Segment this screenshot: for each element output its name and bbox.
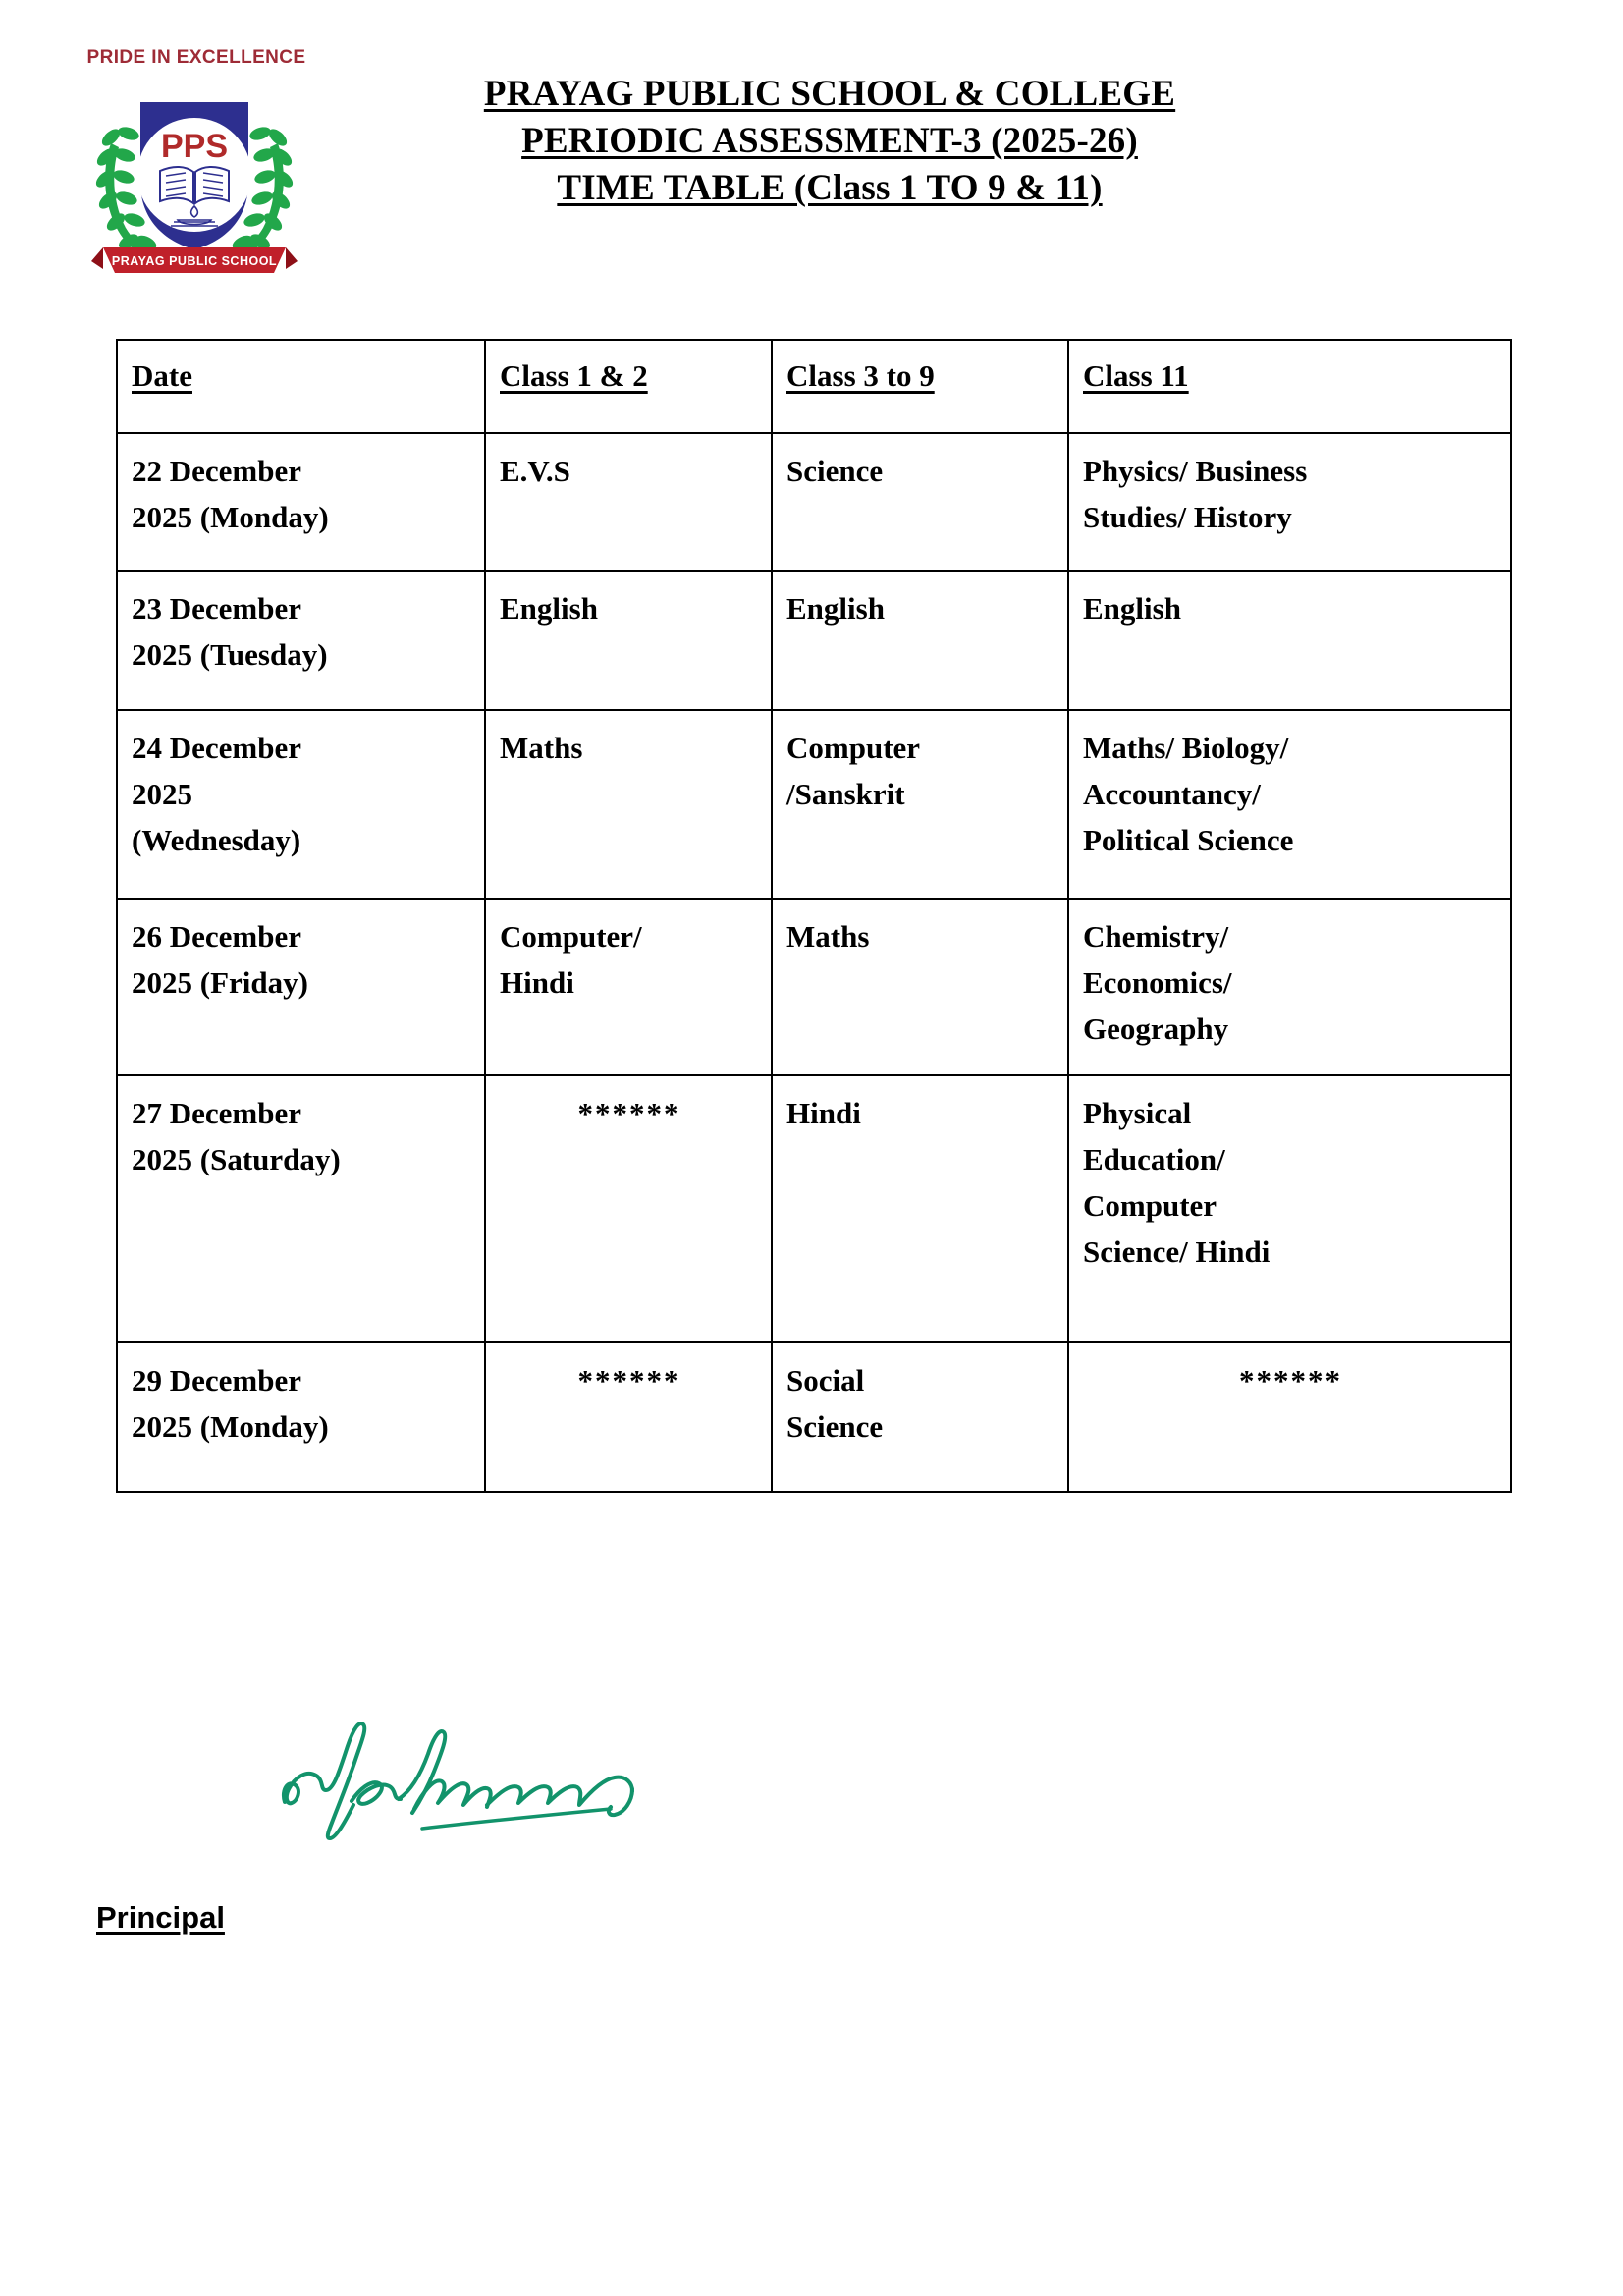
school-crest-icon <box>72 73 317 284</box>
principal-signature-image <box>265 1699 697 1846</box>
cell-class-3-9: Maths <box>772 899 1068 1075</box>
table-header-row <box>117 340 1511 433</box>
cell-date: 26 December 2025 (Friday) <box>117 899 485 1075</box>
cell-class-11: Maths/ Biology/ Accountancy/ Political Science <box>1068 710 1511 899</box>
cell-date: 23 December 2025 (Tuesday) <box>117 571 485 710</box>
table-row <box>117 571 1511 710</box>
table-row <box>117 710 1511 899</box>
cell-class-3-9: Science <box>772 433 1068 571</box>
document-title <box>324 71 1335 212</box>
cell-date: 27 December 2025 (Saturday) <box>117 1075 485 1342</box>
principal-label: Principal <box>96 1900 225 1935</box>
cell-class-1-2: Computer/ Hindi <box>485 899 772 1075</box>
cell-class-3-9: Hindi <box>772 1075 1068 1342</box>
signature-area <box>0 1689 1623 2043</box>
document-header <box>0 0 1623 324</box>
cell-class-1-2-no-exam: ****** <box>485 1075 772 1342</box>
cell-class-11: Physical Education/ Computer Science/ Hindi <box>1068 1075 1511 1342</box>
table-row <box>117 1075 1511 1342</box>
cell-class-1-2-no-exam: ****** <box>485 1342 772 1492</box>
cell-class-11-no-exam: ****** <box>1068 1342 1511 1492</box>
cell-class-11: Physics/ Business Studies/ History <box>1068 433 1511 571</box>
column-header-class-1-2: Class 1 & 2 <box>485 340 772 433</box>
table-row <box>117 1342 1511 1492</box>
svg-text:PPS: PPS <box>160 128 229 165</box>
column-header-class-3-9: Class 3 to 9 <box>772 340 1068 433</box>
svg-text:PRAYAG PUBLIC SCHOOL: PRAYAG PUBLIC SCHOOL <box>111 254 278 268</box>
cell-class-1-2: Maths <box>485 710 772 899</box>
timetable-container <box>116 339 1510 1493</box>
cell-date: 24 December 2025 (Wednesday) <box>117 710 485 899</box>
cell-class-3-9: Computer /Sanskrit <box>772 710 1068 899</box>
title-line-timetable: TIME TABLE (Class 1 TO 9 & 11) <box>557 168 1103 208</box>
title-line-school: PRAYAG PUBLIC SCHOOL & COLLEGE <box>483 74 1176 114</box>
table-row <box>117 433 1511 571</box>
cell-date: 22 December 2025 (Monday) <box>117 433 485 571</box>
cell-date: 29 December 2025 (Monday) <box>117 1342 485 1492</box>
column-header-date: Date <box>117 340 485 433</box>
timetable <box>116 339 1512 1493</box>
column-header-class-11: Class 11 <box>1068 340 1511 433</box>
cell-class-3-9: Social Science <box>772 1342 1068 1492</box>
cell-class-3-9: English <box>772 571 1068 710</box>
logo-motto-text: PRIDE IN EXCELLENCE <box>86 47 306 68</box>
cell-class-1-2: English <box>485 571 772 710</box>
cell-class-11: English <box>1068 571 1511 710</box>
school-logo <box>54 47 339 293</box>
cell-class-1-2: E.V.S <box>485 433 772 571</box>
table-row <box>117 899 1511 1075</box>
cell-class-11: Chemistry/ Economics/ Geography <box>1068 899 1511 1075</box>
title-line-assessment: PERIODIC ASSESSMENT-3 (2025-26) <box>521 121 1138 161</box>
